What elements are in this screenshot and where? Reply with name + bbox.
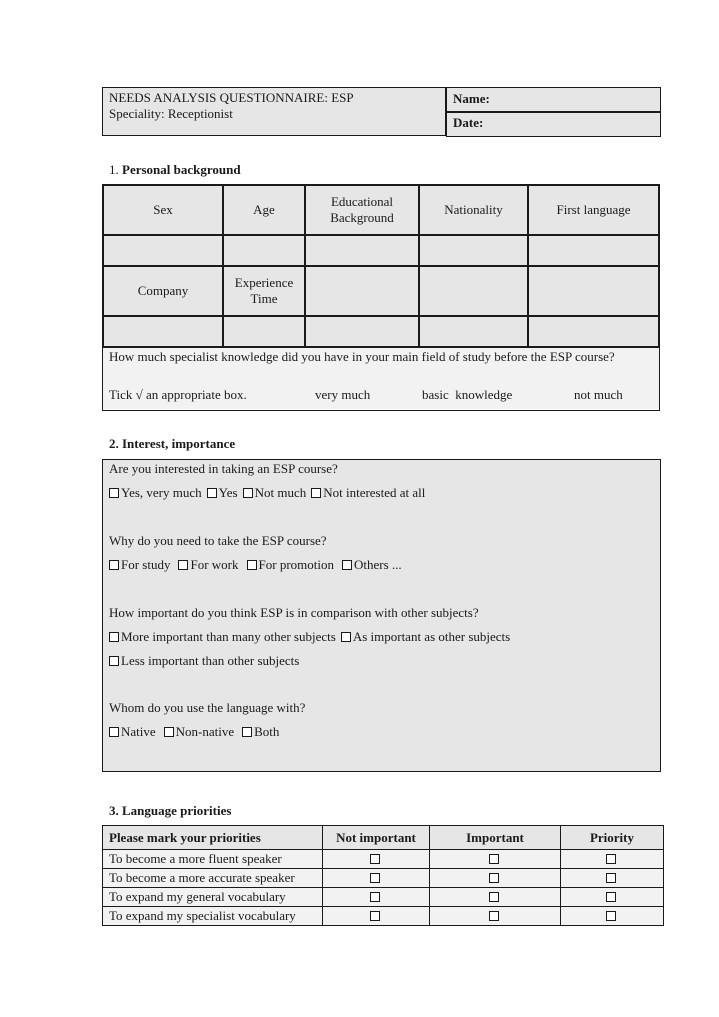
input-blank[interactable] [419,316,528,347]
date-label: Date: [453,115,484,130]
header-company: Company [103,266,223,316]
section1-number: 1. [109,162,119,177]
checkbox[interactable] [164,727,174,737]
tick-instruction: Tick √ an appropriate box. [109,387,247,402]
q1-options [109,485,430,501]
option-very-much[interactable]: very much [315,387,371,402]
q1-text: Are you interested in taking an ESP course? [109,461,338,476]
option-basic-knowledge[interactable]: basic knowledge [422,387,513,402]
checkbox[interactable] [606,892,616,902]
checkbox[interactable] [606,854,616,864]
q2-option-for-work[interactable]: For work [178,557,238,572]
input-nationality[interactable] [419,235,528,266]
header-experience-time: Experience Time [223,266,305,316]
checkbox[interactable] [311,488,321,498]
name-label: Name: [453,91,490,106]
checkbox[interactable] [370,911,380,921]
input-first-language[interactable] [528,235,659,266]
row-label: To expand my specialist vocabulary [103,907,323,926]
checkbox[interactable] [342,560,352,570]
questionnaire-title: NEEDS ANALYSIS QUESTIONNAIRE: ESP [109,90,354,105]
interest-importance-box [102,459,661,772]
checkbox[interactable] [109,727,119,737]
checkbox[interactable] [370,892,380,902]
input-blank[interactable] [305,316,419,347]
q3-option-more-important[interactable]: More important than many other subjects [109,629,336,644]
speciality-label: Speciality: Receptionist [109,106,233,121]
checkbox[interactable] [489,892,499,902]
q3-options-line1 [109,629,515,645]
name-field[interactable] [446,87,661,112]
blank-cell [528,266,659,316]
row-label: To become a more fluent speaker [103,850,323,869]
checkbox[interactable] [109,560,119,570]
q2-options [109,557,407,573]
section1-title: Personal background [122,162,241,177]
checkbox[interactable] [489,911,499,921]
header-please-mark: Please mark your priorities [103,826,323,850]
checkbox[interactable] [109,656,119,666]
header-nationality: Nationality [419,185,528,235]
checkbox[interactable] [109,632,119,642]
header-not-important: Not important [323,826,430,850]
header-first-language: First language [528,185,659,235]
checkbox[interactable] [370,873,380,883]
q4-option-both[interactable]: Both [242,724,279,739]
q1-option-not-much[interactable]: Not much [243,485,307,500]
section1-heading [109,162,241,178]
header-sex: Sex [103,185,223,235]
date-field[interactable] [446,112,661,137]
checkbox[interactable] [178,560,188,570]
input-age[interactable] [223,235,305,266]
q1-option-not-interested[interactable]: Not interested at all [311,485,425,500]
q1-option-yes-very-much[interactable]: Yes, very much [109,485,202,500]
checkbox[interactable] [489,873,499,883]
q3-text: How important do you think ESP is in comparison with other subjects? [109,605,479,620]
checkbox[interactable] [247,560,257,570]
header-age: Age [223,185,305,235]
checkbox[interactable] [243,488,253,498]
header-priority: Priority [561,826,664,850]
specialist-knowledge-question [103,347,659,409]
q4-text: Whom do you use the language with? [109,700,306,715]
input-educational-background[interactable] [305,235,419,266]
q2-option-for-promotion[interactable]: For promotion [247,557,334,572]
q2-text: Why do you need to take the ESP course? [109,533,327,548]
table-row [103,907,664,926]
q2-option-for-study[interactable]: For study [109,557,170,572]
personal-background-table [102,184,660,411]
checkbox[interactable] [606,911,616,921]
q4-options [109,724,284,740]
header-important: Important [430,826,561,850]
blank-cell [305,266,419,316]
question-text: How much specialist knowledge did you have in your main field of study before the ESP course? [109,349,615,364]
row-label: To become a more accurate speaker [103,869,323,888]
option-not-much[interactable]: not much [574,387,623,402]
checkbox[interactable] [109,488,119,498]
checkbox[interactable] [370,854,380,864]
input-company[interactable] [103,316,223,347]
input-experience-time[interactable] [223,316,305,347]
input-sex[interactable] [103,235,223,266]
checkbox[interactable] [341,632,351,642]
checkbox[interactable] [242,727,252,737]
blank-cell [419,266,528,316]
row-label: To expand my general vocabulary [103,888,323,907]
q3-option-as-important[interactable]: As important as other subjects [341,629,510,644]
checkbox[interactable] [489,854,499,864]
language-priorities-table [102,825,664,926]
header-title-box [102,87,446,136]
q2-option-others[interactable]: Others ... [342,557,402,572]
table-row [103,869,664,888]
input-blank[interactable] [528,316,659,347]
checkbox[interactable] [606,873,616,883]
q1-option-yes[interactable]: Yes [207,485,238,500]
q4-option-non-native[interactable]: Non-native [164,724,234,739]
section2-title: 2. Interest, importance [109,436,236,451]
q3-options-line2 [109,653,304,669]
section3-title: 3. Language priorities [109,803,232,818]
header-educational-background: Educational Background [305,185,419,235]
q3-option-less-important[interactable]: Less important than other subjects [109,653,299,668]
checkbox[interactable] [207,488,217,498]
table-row [103,850,664,869]
table-row [103,888,664,907]
q4-option-native[interactable]: Native [109,724,156,739]
